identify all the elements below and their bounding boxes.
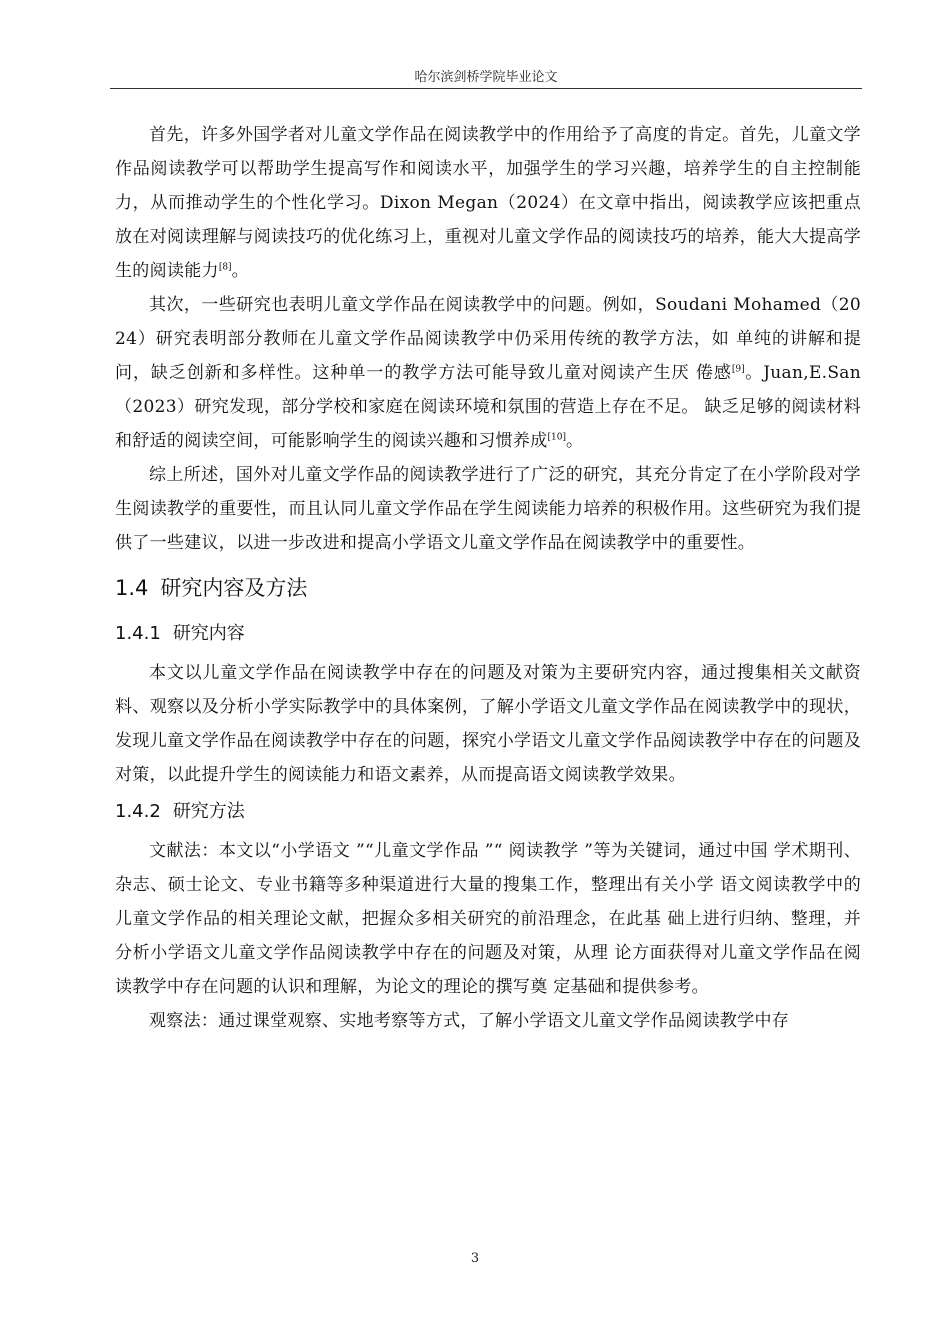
paragraph-summary: 综上所述，国外对儿童文学作品的阅读教学进行了广泛的研究，其充分肯定了在小学阶段对学生阅读教学的重要性，而且认同儿童文学作品在学生阅读能力培养的积极作用。这些研究为我们提供了一些建议，以进一步改进和提高小学语文儿童文学作品在阅读教学中的重要性。 bbox=[115, 465, 861, 553]
document-body bbox=[115, 118, 861, 1038]
running-header: 哈尔滨剑桥学院毕业论文 bbox=[414, 70, 558, 85]
header-divider bbox=[110, 88, 862, 89]
paragraph-text: 首先，许多外国学者对儿童文学作品在阅读教学中的作用给予了高度的肯定。首先，儿童文学作品阅读教学可以帮助学生提高写作和阅读水平，加强学生的学习兴趣，培养学生的自主控制能力，从而推动学生的个性化学习。Dixon Megan（2024）在文章中指出，阅读教学应该把重点放在对阅读理解与阅读技巧的优化练习上，重视对儿童文学作品的阅读技巧的培养，能大大提高学生的阅读能力 bbox=[115, 125, 861, 281]
paragraph-text: 其次，一些研究也表明儿童文学作品在阅读教学中的问题。例如，Soudani Mohamed（2024）研究表明部分教师在儿童文学作品阅读教学中仍采用传统的教学方法，如 单纯的讲解和提问，缺乏创新和多样性。这种单一的教学方法可能导致儿童对阅读产生厌 倦感 bbox=[115, 295, 861, 383]
citation-8: [8] bbox=[218, 262, 232, 273]
section-heading-1-4 bbox=[115, 566, 861, 610]
citation-9: [9] bbox=[731, 364, 745, 375]
page-number: 3 bbox=[470, 1251, 480, 1266]
paragraph-literature-method: 文献法：本文以“小学语文 ”“儿童文学作品 ”“ 阅读教学 ”等为关键词，通过中国 学术期刊、杂志、硕士论文、专业书籍等多种渠道进行大量的搜集工作，整理出有关小学 语文阅读教学中的儿童文学作品的相关理论文献，把握众多相关研究的前沿理念，在此基 础上进行归纳、整理，并分析小学语文儿童文学作品阅读教学中存在的问题及对策，从理 论方面获得对儿童文学作品在阅读教学中存在问题的认识和理解，为论文的理论的撰写奠 定基础和提供参考。 bbox=[115, 841, 861, 997]
section-number: 1.4.1 bbox=[115, 623, 161, 644]
paragraph-text-continued: 。Juan,E.San（2023）研究发现，部分学校和家庭在阅读环境和氛围的营造上存在不足。 缺乏足够的阅读材料和舒适的阅读空间，可能影响学生的阅读兴趣和习惯养成 bbox=[115, 363, 861, 451]
section-title: 研究内容及方法 bbox=[160, 576, 308, 600]
section-heading-1-4-2 bbox=[115, 792, 861, 832]
paragraph-end: 。 bbox=[565, 431, 584, 451]
section-number: 1.4.2 bbox=[115, 801, 161, 822]
paragraph-end: 。 bbox=[231, 261, 249, 281]
paragraph-research-content: 本文以儿童文学作品在阅读教学中存在的问题及对策为主要研究内容，通过搜集相关文献资料、观察以及分析小学实际教学中的具体案例，了解小学语文儿童文学作品在阅读教学中的现状，发现儿童文学作品在阅读教学中存在的问题，探究小学语文儿童文学作品阅读教学中存在的问题及对策，以此提升学生的阅读能力和语文素养，从而提高语文阅读教学效果。 bbox=[115, 663, 861, 785]
section-title: 研究方法 bbox=[172, 801, 245, 822]
citation-10: [10] bbox=[547, 432, 566, 443]
paragraph-observation-method: 观察法：通过课堂观察、实地考察等方式，了解小学语文儿童文学作品阅读教学中存 bbox=[149, 1011, 790, 1031]
section-heading-1-4-1 bbox=[115, 614, 861, 654]
section-title: 研究内容 bbox=[172, 623, 245, 644]
section-number: 1.4 bbox=[115, 576, 149, 600]
paragraph-foreign-affirmation bbox=[115, 118, 861, 288]
paragraph-foreign-problems bbox=[115, 288, 861, 458]
